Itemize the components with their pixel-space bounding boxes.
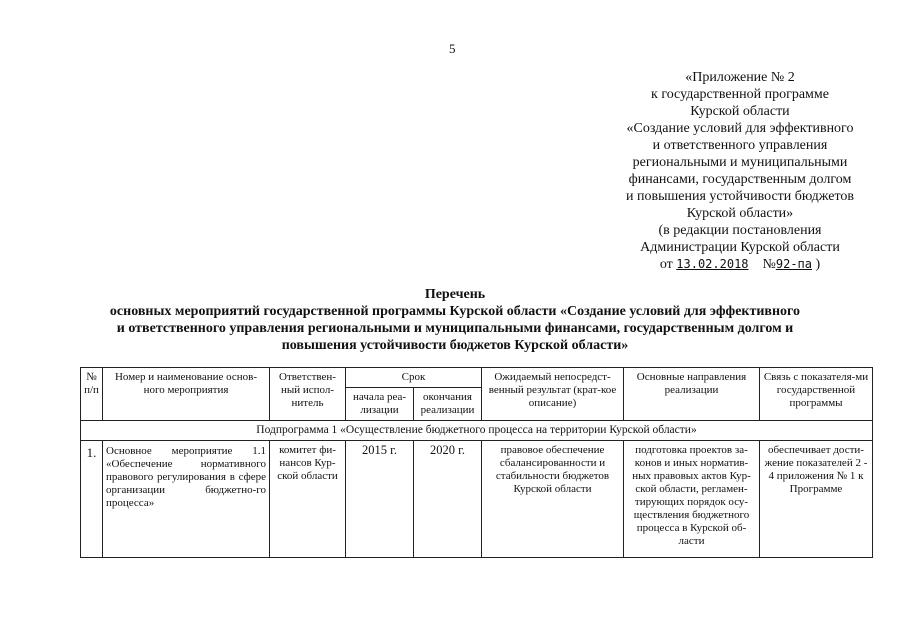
appendix-line: к государственной программе [651, 87, 829, 102]
title-line: основных мероприятий государственной программы Курской области «Создание условий для эффективного [109, 304, 801, 319]
header-term-end: окончания реализации [414, 388, 482, 421]
header-row [81, 368, 873, 388]
subprogram-title: Подпрограмма 1 «Осуществление бюджетного процесса на территории Курской области» [81, 421, 873, 441]
header-executor: Ответствен-ный испол-нитель [270, 368, 346, 421]
appendix-line: «Создание условий для эффективного [626, 121, 854, 136]
page-number: 5 [449, 41, 456, 56]
resolution-number: 92-па [775, 257, 812, 271]
header-directions: Основные направления реализации [624, 368, 760, 421]
appendix-header [590, 69, 890, 273]
appendix-line: Администрации Курской области [640, 240, 840, 255]
activities-table [80, 367, 873, 558]
cell-result: правовое обеспечение сбалансированности и стабильности бюджетов Курской области [482, 441, 624, 558]
title-line: повышения устойчивости бюджетов Курской области» [281, 338, 629, 353]
number-prefix: № [762, 257, 776, 272]
appendix-line: (в редакции постановления [658, 223, 822, 238]
subprogram-row [81, 421, 873, 441]
title-heading: Перечень [424, 287, 486, 302]
appendix-line: и ответственного управления [652, 138, 828, 153]
cell-start: 2015 г. [346, 441, 414, 558]
document-title [60, 286, 850, 354]
header-link: Связь с показателя-ми государственной программы [760, 368, 873, 421]
cell-num: 1. [81, 441, 103, 558]
appendix-line: региональными и муниципальными [632, 155, 848, 170]
header-num: № п/п [81, 368, 103, 421]
header-term: Срок [346, 368, 482, 388]
cell-link: обеспечивает дости-жение показателей 2 - 4 приложения № 1 к Программе [760, 441, 873, 558]
resolution-date: 13.02.2018 [676, 257, 749, 271]
appendix-line: Курской области» [686, 206, 794, 221]
title-line: и ответственного управления региональными и муниципальными финансами, государственным долгом и [116, 321, 794, 336]
header-expected-result: Ожидаемый непосредст-венный результат (крат-кое описание) [482, 368, 624, 421]
appendix-line: «Приложение № 2 [685, 70, 795, 85]
resolution-date-line [590, 256, 890, 273]
date-prefix: от [659, 257, 673, 272]
cell-name: Основное мероприятие 1.1 «Обеспечение нормативного правового регулирования в сфере организации бюджетно-го процесса» [103, 441, 270, 558]
appendix-line: финансами, государственным долгом [628, 172, 852, 187]
header-name: Номер и наименование основ-ного мероприятия [103, 368, 270, 421]
table-row [81, 441, 873, 558]
closing-paren: ) [815, 257, 821, 272]
header-term-start: начала реа-лизации [346, 388, 414, 421]
appendix-line: и повышения устойчивости бюджетов [625, 189, 855, 204]
appendix-line: Курской области [690, 104, 790, 119]
cell-end: 2020 г. [414, 441, 482, 558]
cell-directions: подготовка проектов за-конов и иных норматив-ных правовых актов Кур-ской области, регламен-тирующих порядок осу-ществления бюджетного процесса в Курской об-ласти [624, 441, 760, 558]
cell-executor: комитет фи-нансов Кур-ской области [270, 441, 346, 558]
